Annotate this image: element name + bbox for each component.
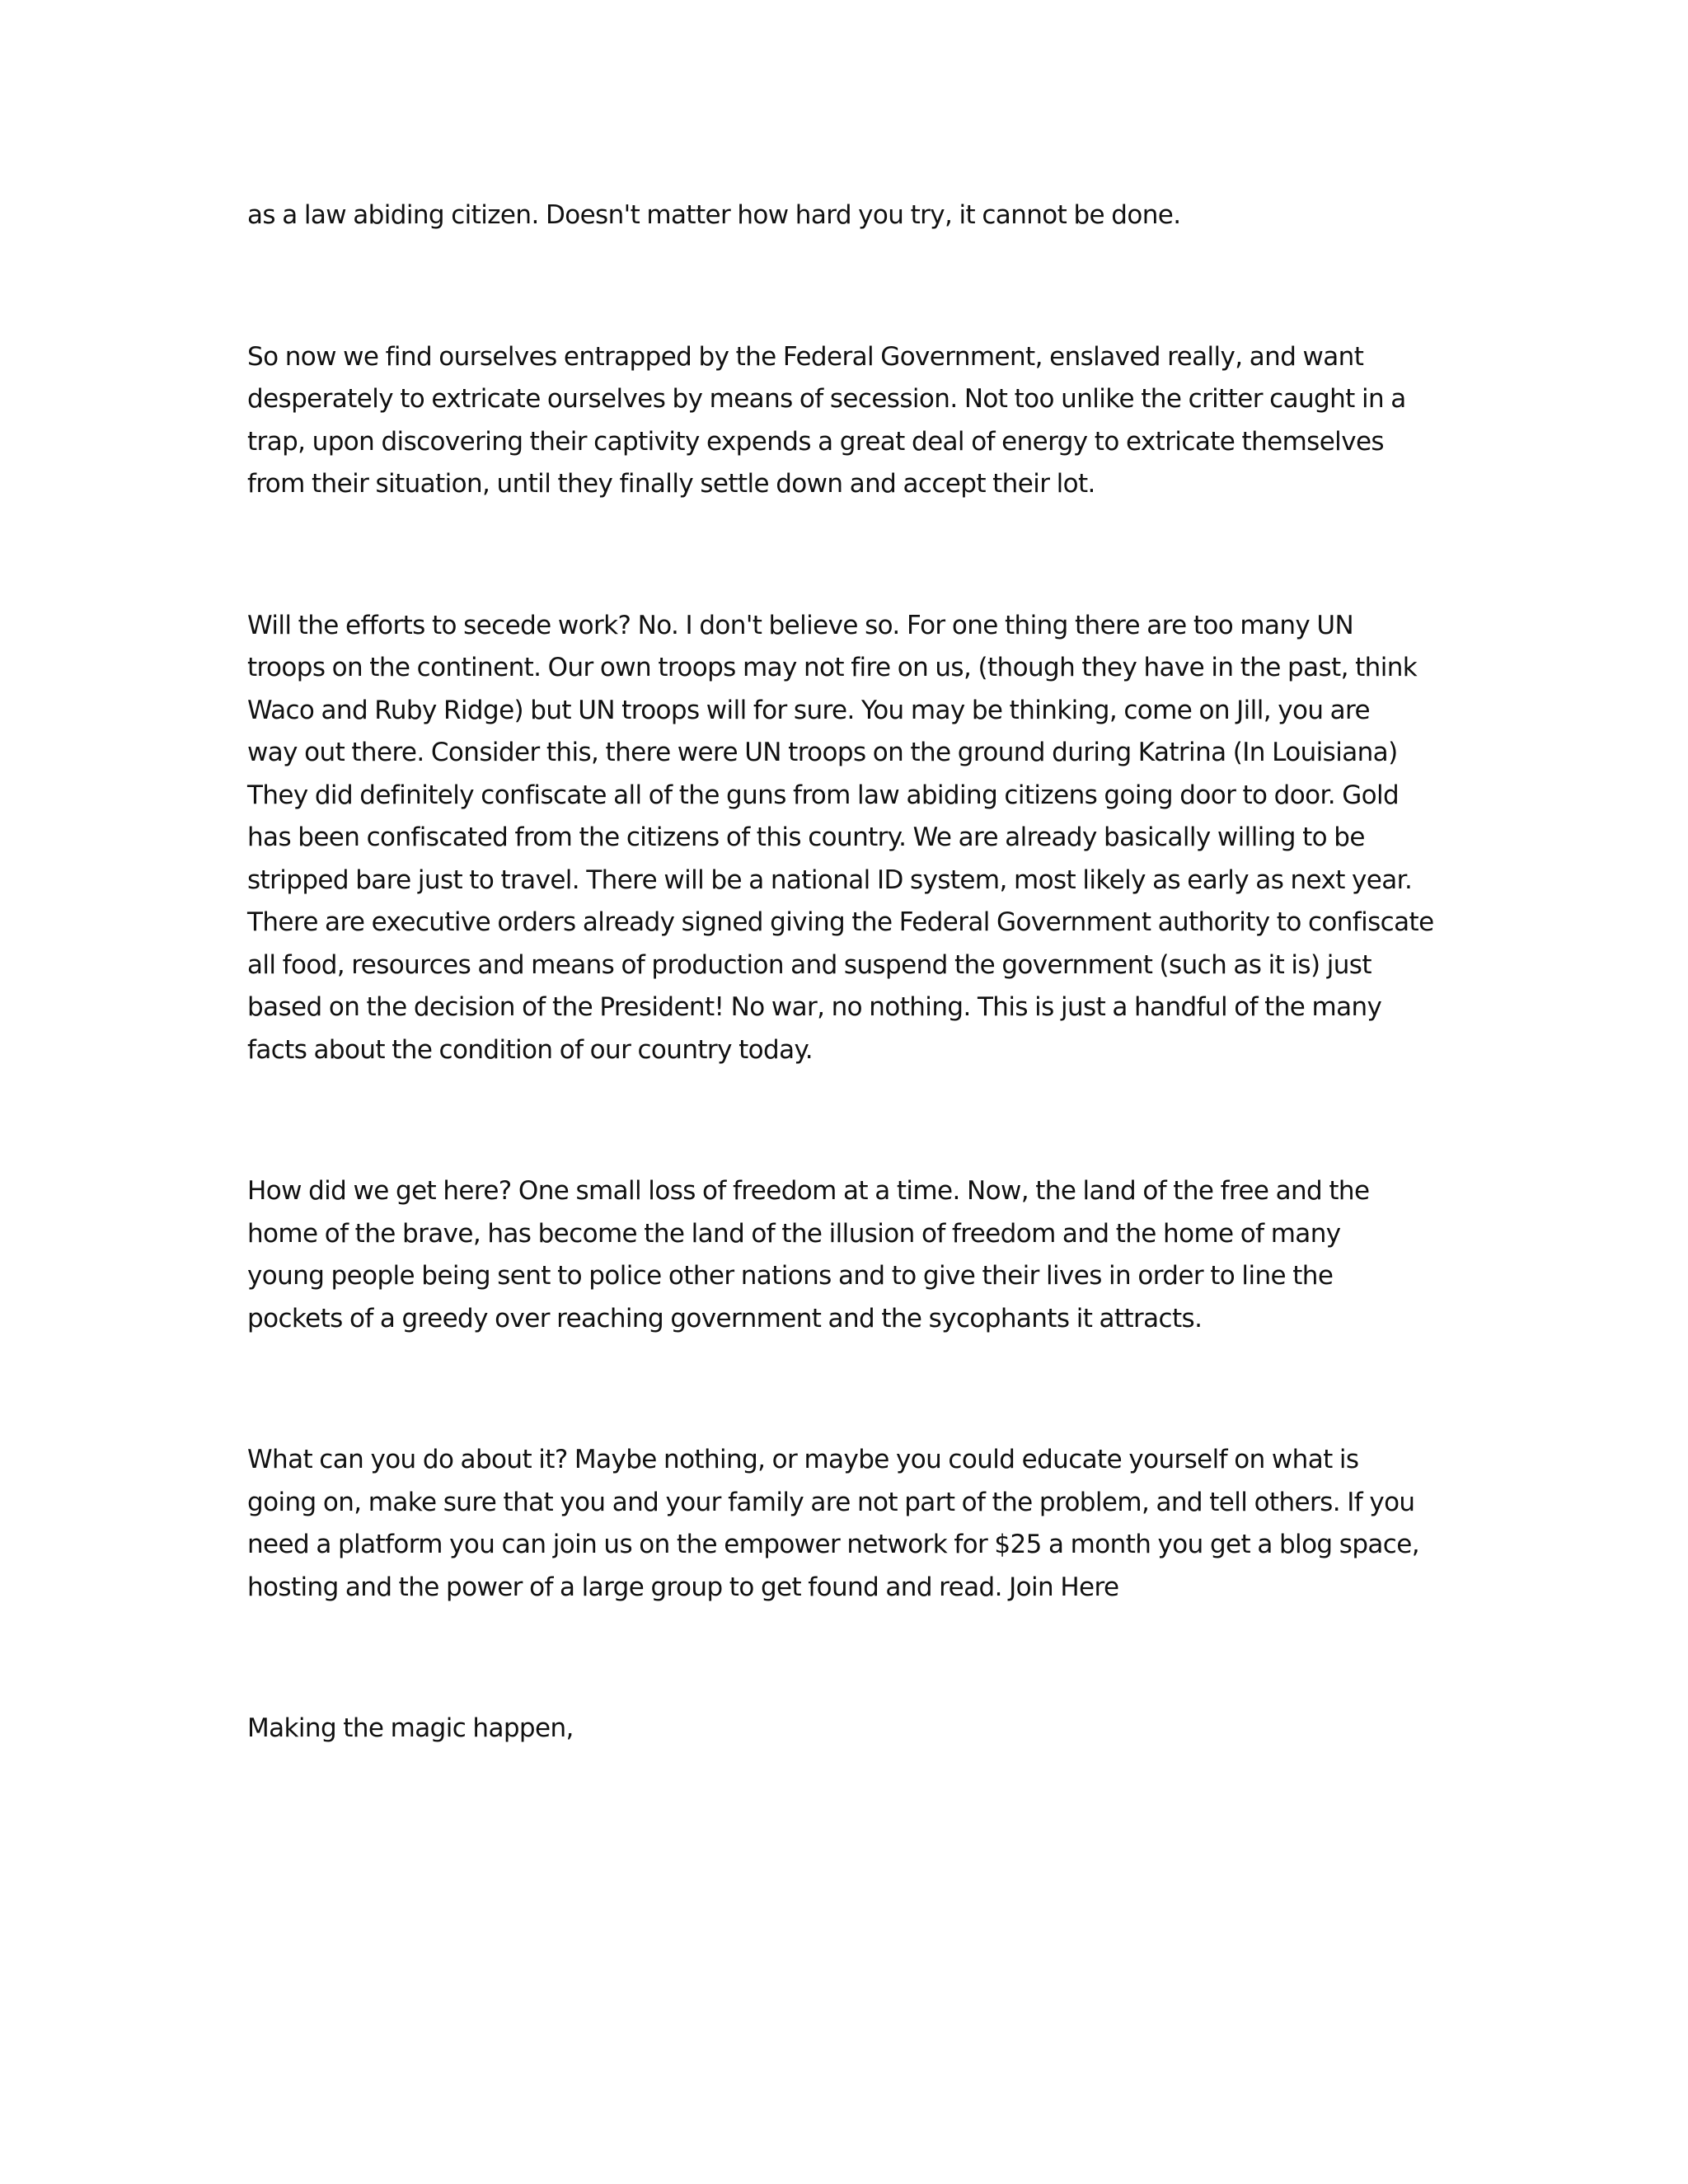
- paragraph-3: Will the efforts to secede work? No. I don't believe so. For one thing there are too many UN troops on the continent. Our own troops may not fire on us, (though they have in the past, think Waco and Ruby Ridge) but UN troops will for sure. You may be thinking, come on Jill, you are way out there. Consider this, there were UN troops on the ground during Katrina (In Louisiana) They did definitely confiscate all of the guns from law abiding citizens going door to door. Gold has been confiscated from the citizens of this country. We are already basically willing to be stripped bare just to travel. There will be a national ID system, most likely as early as next year. There are executive orders already signed giving the Federal Government authority to confiscate all food, resources and means of production and suspend the government (such as it is) just based on the decision of the President! No war, no nothing. This is just a handful of the many facts about the condition of our country today.: [247, 610, 1434, 1065]
- paragraph-2: So now we find ourselves entrapped by the Federal Government, enslaved really, and want desperately to extricate ourselves by means of secession. Not too unlike the critter caught in a trap, upon discovering their captivity expends a great deal of energy to extricate themselves from their situation, until they finally settle down and accept their lot.: [247, 341, 1406, 499]
- document-body: [247, 194, 1442, 1750]
- closing-line: Making the magic happen,: [247, 1713, 574, 1743]
- paragraph-4: How did we get here? One small loss of freedom at a time. Now, the land of the free and the home of the brave, has become the land of the illusion of freedom and the home of many young people being sent to police other nations and to give their lives in order to line the pockets of a greedy over reaching government and the sycophants it attracts.: [247, 1176, 1370, 1333]
- paragraph-1: as a law abiding citizen. Doesn't matter how hard you try, it cannot be done.: [247, 200, 1181, 230]
- paragraph-5: What can you do about it? Maybe nothing, or maybe you could educate yourself on what is going on, make sure that you and your family are not part of the problem, and tell others. If you need a platform you can join us on the empower network for $25 a month you get a blog space, hosting and the power of a large group to get found and read. Join Here: [247, 1445, 1419, 1602]
